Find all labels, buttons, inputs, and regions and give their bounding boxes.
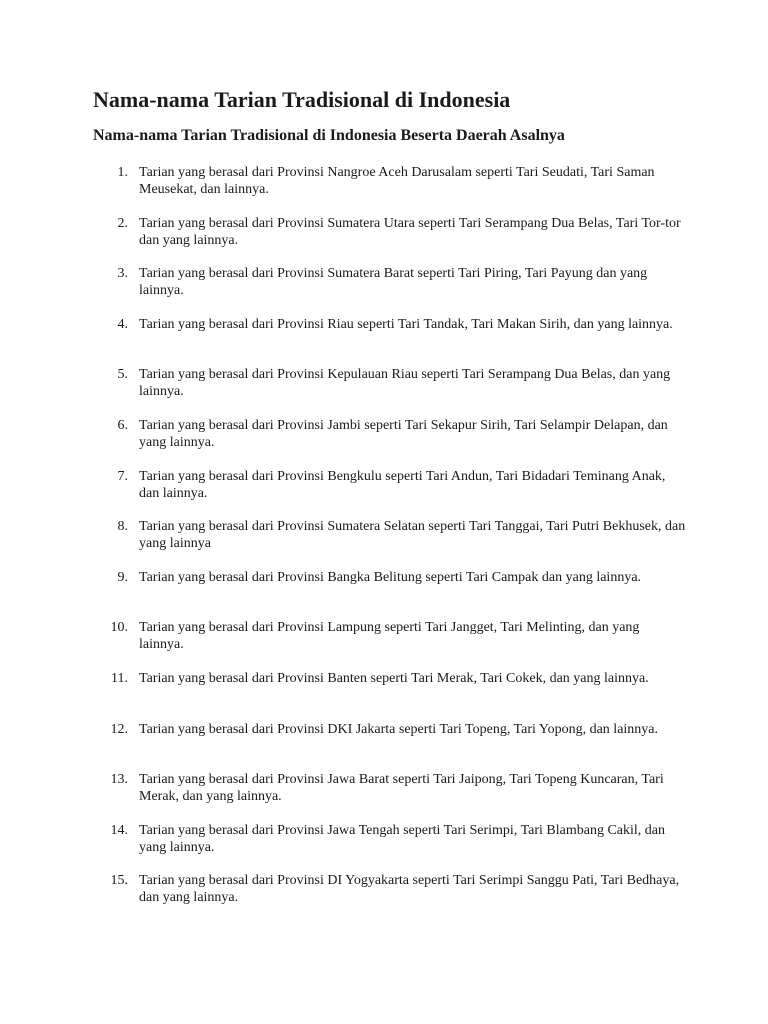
document-subtitle: Nama-nama Tarian Tradisional di Indonesia Beserta Daerah Asalnya	[93, 127, 565, 144]
list-item	[0, 518, 768, 569]
list-item-number: 9.	[117, 569, 128, 585]
list-item	[0, 619, 768, 670]
list-item	[0, 670, 768, 721]
list-item-number: 1.	[117, 165, 128, 180]
list-item-number: 15.	[110, 873, 128, 889]
list-item-number: 12.	[110, 721, 128, 737]
list-item	[0, 215, 768, 266]
list-item-number: 11.	[111, 670, 128, 686]
list-item-number: 13.	[110, 772, 128, 788]
list-item-number: 4.	[117, 316, 128, 332]
list-item	[0, 417, 768, 468]
list-item-text: Tarian yang berasal dari Provinsi Sumatera Selatan seperti Tari Tanggai, Tari Putri Bekhusek, dan yang lainnya	[139, 519, 686, 552]
list-item-number: 2.	[117, 215, 128, 231]
list-item	[0, 771, 768, 822]
list-item-text: Tarian yang berasal dari Provinsi Jambi seperti Tari Sekapur Sirih, Tari Selampir Delapan, dan yang lainnya.	[139, 417, 668, 450]
list-item	[0, 164, 768, 215]
list-item	[0, 569, 768, 620]
list-item-text: Tarian yang berasal dari Provinsi Lampung seperti Tari Jangget, Tari Melinting, dan yang lainnya.	[139, 620, 640, 653]
list-item-number: 10.	[110, 620, 128, 636]
list-item	[0, 366, 768, 417]
list-item-number: 6.	[117, 417, 128, 433]
list-item-text: Tarian yang berasal dari Provinsi Jawa Barat seperti Tari Jaipong, Tari Topeng Kuncaran, Tari Merak, dan yang lainnya.	[139, 772, 664, 805]
list-item-text: Tarian yang berasal dari Provinsi DI Yogyakarta seperti Tari Serimpi Sanggu Pati, Tari Bedhaya, dan yang lainnya.	[139, 873, 680, 906]
list-item-text: Tarian yang berasal dari Provinsi Riau seperti Tari Tandak, Tari Makan Sirih, dan yang lainnya.	[139, 316, 673, 332]
list-item-text: Tarian yang berasal dari Provinsi Kepulauan Riau seperti Tari Serampang Dua Belas, dan yang lainnya.	[139, 367, 671, 400]
list-item	[0, 316, 768, 367]
list-item	[0, 822, 768, 873]
list-item-number: 5.	[117, 367, 128, 383]
list-item-text: Tarian yang berasal dari Provinsi Sumatera Barat seperti Tari Piring, Tari Payung dan yang lainnya.	[139, 266, 648, 299]
list-item-number: 3.	[117, 266, 128, 282]
list-item	[0, 721, 768, 772]
dance-list	[0, 164, 768, 923]
list-item	[0, 265, 768, 316]
list-item-text: Tarian yang berasal dari Provinsi Banten seperti Tari Merak, Tari Cokek, dan yang lainnya.	[139, 670, 649, 686]
list-item-text: Tarian yang berasal dari Provinsi DKI Jakarta seperti Tari Topeng, Tari Yopong, dan lainnya.	[139, 721, 659, 737]
list-item-number: 7.	[117, 468, 128, 484]
list-item	[0, 468, 768, 519]
list-item-number: 14.	[110, 822, 128, 838]
document-title: Nama-nama Tarian Tradisional di Indonesia	[93, 87, 511, 112]
list-item-text: Tarian yang berasal dari Provinsi Sumatera Utara seperti Tari Serampang Dua Belas, Tari Tor-tor dan yang lainnya.	[139, 215, 681, 248]
list-item	[0, 872, 768, 923]
list-item-text: Tarian yang berasal dari Provinsi Bangka Belitung seperti Tari Campak dan yang lainnya.	[139, 569, 642, 585]
list-item-number: 8.	[117, 519, 128, 535]
list-item-text: Tarian yang berasal dari Provinsi Jawa Tengah seperti Tari Serimpi, Tari Blambang Cakil, dan yang lainnya.	[139, 822, 665, 855]
list-item-text: Tarian yang berasal dari Provinsi Nangroe Aceh Darusalam seperti Tari Seudati, Tari Saman Meusekat, dan lainnya.	[139, 165, 655, 197]
list-item-text: Tarian yang berasal dari Provinsi Bengkulu seperti Tari Andun, Tari Bidadari Teminang Anak, dan lainnya.	[139, 468, 666, 501]
